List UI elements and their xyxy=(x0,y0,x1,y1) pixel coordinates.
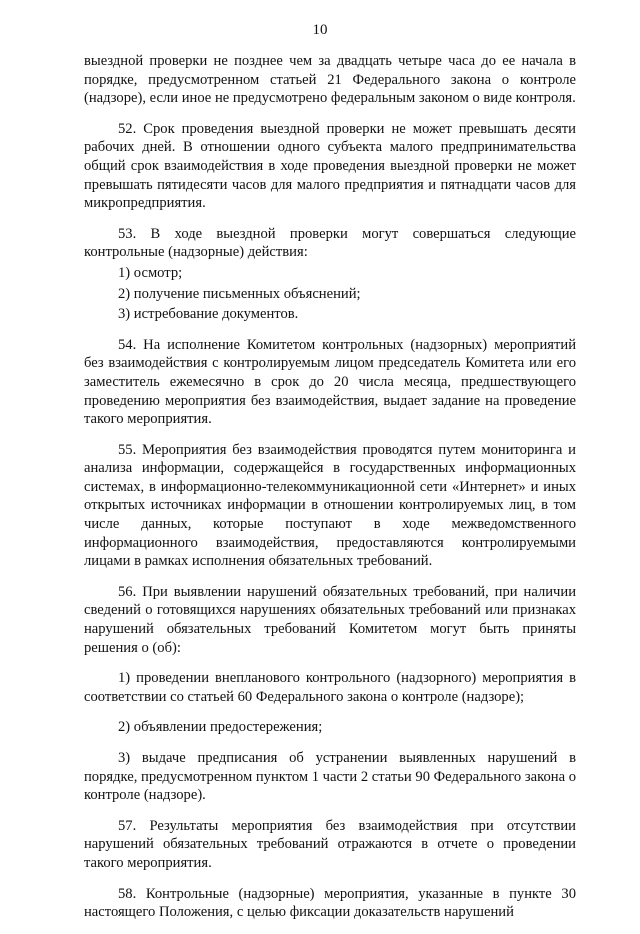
paragraph-55: 55. Мероприятия без взаимодействия проводятся путем мониторинга и анализа информации, содержащейся в государственных информационных системах, в информационно-телекоммуникационной сети «Интернет» и иных открытых источниках информации в отношении контролируемых лиц, в том числе данных, которые поступают в ходе межведомственного информационного взаимодействия, предоставляются контролируемыми лицами в рамках исполнения обязательных требований. xyxy=(84,441,576,570)
paragraph-54: 54. На исполнение Комитетом контрольных (надзорных) мероприятий без взаимодействия с контролируемым лицом председатель Комитета или его заместитель ежемесячно в срок до 20 числа месяца, предшествующего проведению мероприятия без взаимодействия, выдает задание на проведение такого мероприятия. xyxy=(84,336,576,428)
paragraph-57: 57. Результаты мероприятия без взаимодействия при отсутствии нарушений обязательных требований отражаются в отчете о проведении такого мероприятия. xyxy=(84,817,576,871)
paragraph-56: 56. При выявлении нарушений обязательных требований, при наличии сведений о готовящихся нарушениях обязательных требований или признаках нарушений обязательных требований Комитетом могут быть приняты решения о (об): xyxy=(84,583,576,656)
paragraph-continuation: выездной проверки не позднее чем за двадцать четыре часа до ее начала в порядке, предусмотренном статьей 21 Федерального закона о контроле (надзоре), если иное не предусмотрено федеральным законом о виде контроля. xyxy=(84,53,576,107)
paragraph-56-item-2: 2) объявлении предостережения; xyxy=(118,719,323,736)
paragraph-53: 53. В ходе выездной проверки могут совершаться следующие контрольные (надзорные) действия: xyxy=(84,225,576,261)
paragraph-58: 58. Контрольные (надзорные) мероприятия, указанные в пункте 30 настоящего Положения, с целью фиксации доказательств нарушений xyxy=(84,885,576,921)
list-item: 3) истребование документов. xyxy=(118,306,299,323)
list-item: 2) получение письменных объяснений; xyxy=(118,285,361,302)
paragraph-56-item-1: 1) проведении внепланового контрольного (надзорного) мероприятия в соответствии со статьей 60 Федерального закона о контроле (надзоре); xyxy=(84,670,576,705)
page-number: 10 xyxy=(312,22,328,38)
paragraph-52: 52. Срок проведения выездной проверки не может превышать десяти рабочих дней. В отношении одного субъекта малого предпринимательства общий срок взаимодействия в ходе проведения выездной проверки не может превышать пятидесяти часов для малого предприятия и пятнадцати часов для микропредприятия. xyxy=(84,120,576,212)
document-body xyxy=(84,52,576,934)
paragraph-56-item-3: 3) выдаче предписания об устранении выявленных нарушений в порядке, предусмотренном пунктом 1 части 2 статьи 90 Федерального закона о контроле (надзоре). xyxy=(84,750,576,804)
list-item: 1) осмотр; xyxy=(118,264,183,281)
